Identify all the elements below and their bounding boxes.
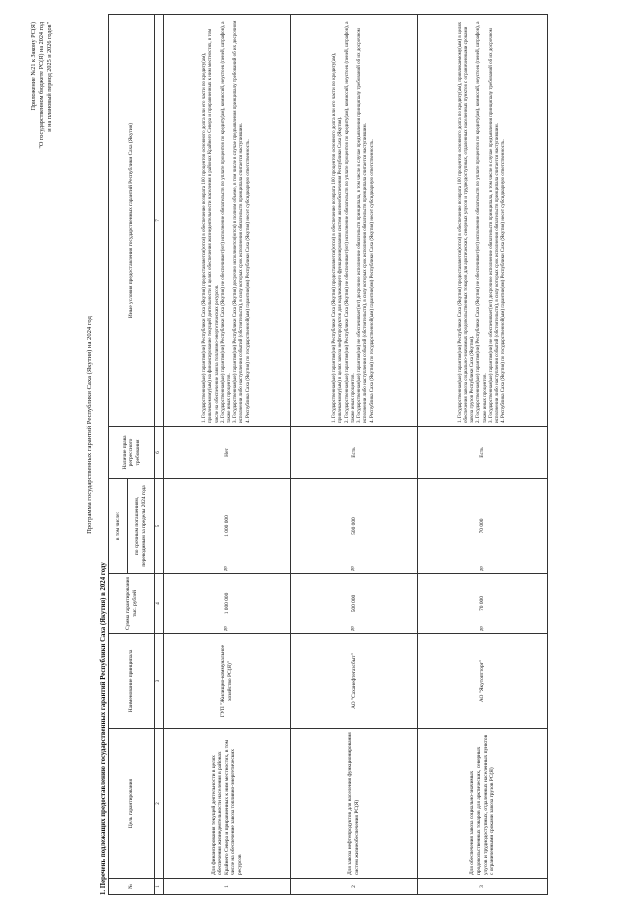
row-purpose: Для завоза нефтепродуктов для населения функционирования систем жизнеобеспечения РС(Я): [291, 729, 418, 879]
row-conditions: [164, 15, 291, 427]
condition-line: 4. Республика Саха (Якутия) по государственной(ым) гарантии(ям) Республики Саха (Якутия) несет субсидиарную ответственность.: [369, 139, 375, 423]
approval-line-1: Приложение №21 к Закону РС(Я): [30, 22, 37, 111]
condition-line: 1. Государственная(ые) гарантия(ии) Республики Саха (Якутия) предоставляется(ются) в обеспечение возврата 100 процентов основного долга или его части по кредиту(ам), привлекаемому(ым) на финансирование текущей деятельности в целях обеспечения жизнедеятельности населения в районах Крайнего Севера и приравненных к ним местностях, в том числе на обеспечение завоза топливно-энергетических ресурсов.: [202, 28, 220, 423]
row-conditions: [418, 15, 548, 427]
row-principal: АО "Саханефтегазсбыт": [291, 634, 418, 729]
colnum-6: 6: [155, 427, 164, 479]
header-conditions: Иные условия предоставления государственных гарантий Республики Саха (Якутия): [109, 15, 155, 427]
row-regress: Есть: [418, 427, 548, 479]
row-volume: 500 000: [350, 517, 357, 535]
row-number: 1: [164, 879, 291, 895]
approval-line-3: и на плановый период 2025 и 2026 годов": [46, 22, 53, 132]
header-num: №: [109, 879, 155, 895]
condition-line: 2. Государственная(ые) гарантия(ии) Республики Саха (Якутия) не обеспечивает(ют) исполнение обязательств по уплате процентов по кредиту(ам), комиссий, неустоек (пеней, штрафов), а также иных процентов.: [344, 21, 356, 423]
row-conditions: [291, 15, 418, 427]
colnum-3: 3: [155, 634, 164, 729]
row-sum-cell: [418, 574, 548, 634]
table-header-row: [109, 15, 128, 895]
condition-line: 2. Государственная(ые) гарантия(ии) Республики Саха (Якутия) не обеспечивает(ют) исполнение обязательств по уплате процентов по кредиту(ам), комиссий, неустоек (пеней, штрафов), а также иных процентов.: [476, 21, 488, 423]
row-volume-cell: [291, 479, 418, 574]
approval-note: [30, 22, 54, 352]
approval-line-2: "О государственном бюджете РС(Я) на 2024 год: [38, 22, 45, 149]
row-regress: Нет: [164, 427, 291, 479]
row-volume-prefix: до: [479, 565, 485, 571]
row-sum: 1 000 000: [223, 592, 230, 615]
row-volume-cell: [418, 479, 548, 574]
condition-line: 3. Государственная(ые) гарантия(ии) Республики Саха (Якутия) досрочно исполняется(ются) в полном объеме, в том числе в случае предъявления принципалу требований об их досрочном исполнении либо наступления событий (обстоятельств), в силу которых срок исполнения обязательств принципала считается наступившим.: [233, 20, 245, 423]
condition-line: 4. Республика Саха (Якутия) по государственной(ым) гарантии(ям) Республики Саха (Якутия) несет субсидиарную ответственность.: [245, 139, 251, 423]
header-volume: по срочным погашениям, переводимым за пределы 2024 года: [128, 479, 155, 574]
row-volume-prefix: до: [350, 565, 356, 571]
row-sum: 70 000: [479, 596, 486, 611]
condition-line: 4. Республика Саха (Якутия) по государственной(ым) гарантии(ям) Республики Саха (Якутия) несет субсидиарную ответственность.: [501, 139, 507, 423]
section-title: 1. Перечень подлежащих предоставлению государственных гарантий Республики Саха (Якутия) в 2024 году: [100, 562, 107, 895]
row-sum-cell: [291, 574, 418, 634]
row-volume: 1 000 000: [223, 515, 230, 537]
colnum-2: 2: [155, 729, 164, 879]
header-principal: Наименование принципала: [109, 634, 155, 729]
row-principal: АО "Якутоптторг": [418, 634, 548, 729]
row-sum-cell: [164, 574, 291, 634]
row-principal: ГУП "Жилищно-коммунальное хозяйство РС(Я)": [164, 634, 291, 729]
column-numbers-row: [155, 15, 164, 895]
condition-line: 1. Государственная(ые) гарантия(ии) Республики Саха (Якутия) предоставляется(ются) в обеспечение возврата 100 процентов основного долга по кредиту(ам), привлекаемому(ым) в целях обеспечения завоза социально-значимых продовольственных товаров для арктических, северных улусов и труднодоступных, отдаленных населенных пунктов с ограниченными сроками завоза грузов Республики Саха (Якутия).: [457, 21, 476, 423]
row-number: 3: [418, 879, 548, 895]
condition-line: 2. Государственная(ые) гарантия(ии) Республики Саха (Якутия) не обеспечивает(ют) исполнение обязательств по уплате процентов по кредиту(ам), комиссий, неустоек (пеней, штрафов), а также иных процентов.: [220, 21, 232, 423]
row-sum-prefix: до: [479, 625, 485, 631]
row-sum: 500 000: [350, 594, 357, 613]
row-sum-prefix: до: [350, 625, 356, 631]
condition-line: 3. Государственная(ые) гарантия(ии) не обеспечивает(ют) досрочное исполнение обязательств принципала, в том числе в случае предъявления принципалу требований об их досрочном исполнении либо наступления событий (обстоятельств), в силу которых срок исполнения обязательств принципала считается наступившим.: [357, 28, 369, 423]
table-row: [164, 15, 291, 895]
guarantees-table: [108, 14, 548, 895]
row-sum-prefix: до: [223, 625, 229, 631]
condition-line: 1. Государственная(ые) гарантия(ии) Республики Саха (Якутия) предоставляется(ются) в обеспечение возврата 100 процентов основного долга или его части по кредиту(ам), привлекаемому(ым) в целях завоза нефтепродуктов для надлежащего функционирования систем жизнеобеспечения Республики Саха (Якутия).: [332, 52, 344, 423]
document-title: Программа государственных гарантий Республики Саха (Якутия) на 2024 год: [86, 316, 93, 534]
row-purpose: Для финансирования текущей деятельности в целях обеспечения жизнедеятельности населения в районах Крайнего Севера и приравненных к ним местностях, в том числе на обеспечение завоза топливно-энергетических ресурсов: [164, 729, 291, 879]
row-purpose: Для обеспечения завоза социально-значимых продовольственных товаров для арктических, северных улусов и труднодоступных, отдаленных населенных пунктов с ограниченными сроками завоза грузов РС(Я): [418, 729, 548, 879]
header-purpose: Цель гарантирования: [109, 729, 155, 879]
row-volume-cell: [164, 479, 291, 574]
row-volume-prefix: до: [223, 565, 229, 571]
row-regress: Есть: [291, 427, 418, 479]
header-regress: Наличие права регрессного требования: [109, 427, 155, 479]
row-volume: 70 000: [479, 518, 486, 534]
colnum-5: 5: [155, 479, 164, 574]
colnum-1: 1: [155, 879, 164, 895]
row-number: 2: [291, 879, 418, 895]
header-sum: Сумма гарантирования тыс. рублей: [109, 574, 155, 634]
condition-line: 3. Государственная(ые) гарантия(ии) не обеспечивает(ют) досрочное исполнение обязательств принципала, в том числе в случае предъявления принципалу требований об их досрочном исполнении либо наступления событий (обстоятельств), в силу которых срок исполнения обязательств принципала считается наступившим.: [488, 28, 500, 423]
table-row: [418, 15, 548, 895]
colnum-4: 4: [155, 574, 164, 634]
table-row: [291, 15, 418, 895]
colnum-7: 7: [155, 15, 164, 427]
header-including: в том числе:: [109, 479, 128, 574]
